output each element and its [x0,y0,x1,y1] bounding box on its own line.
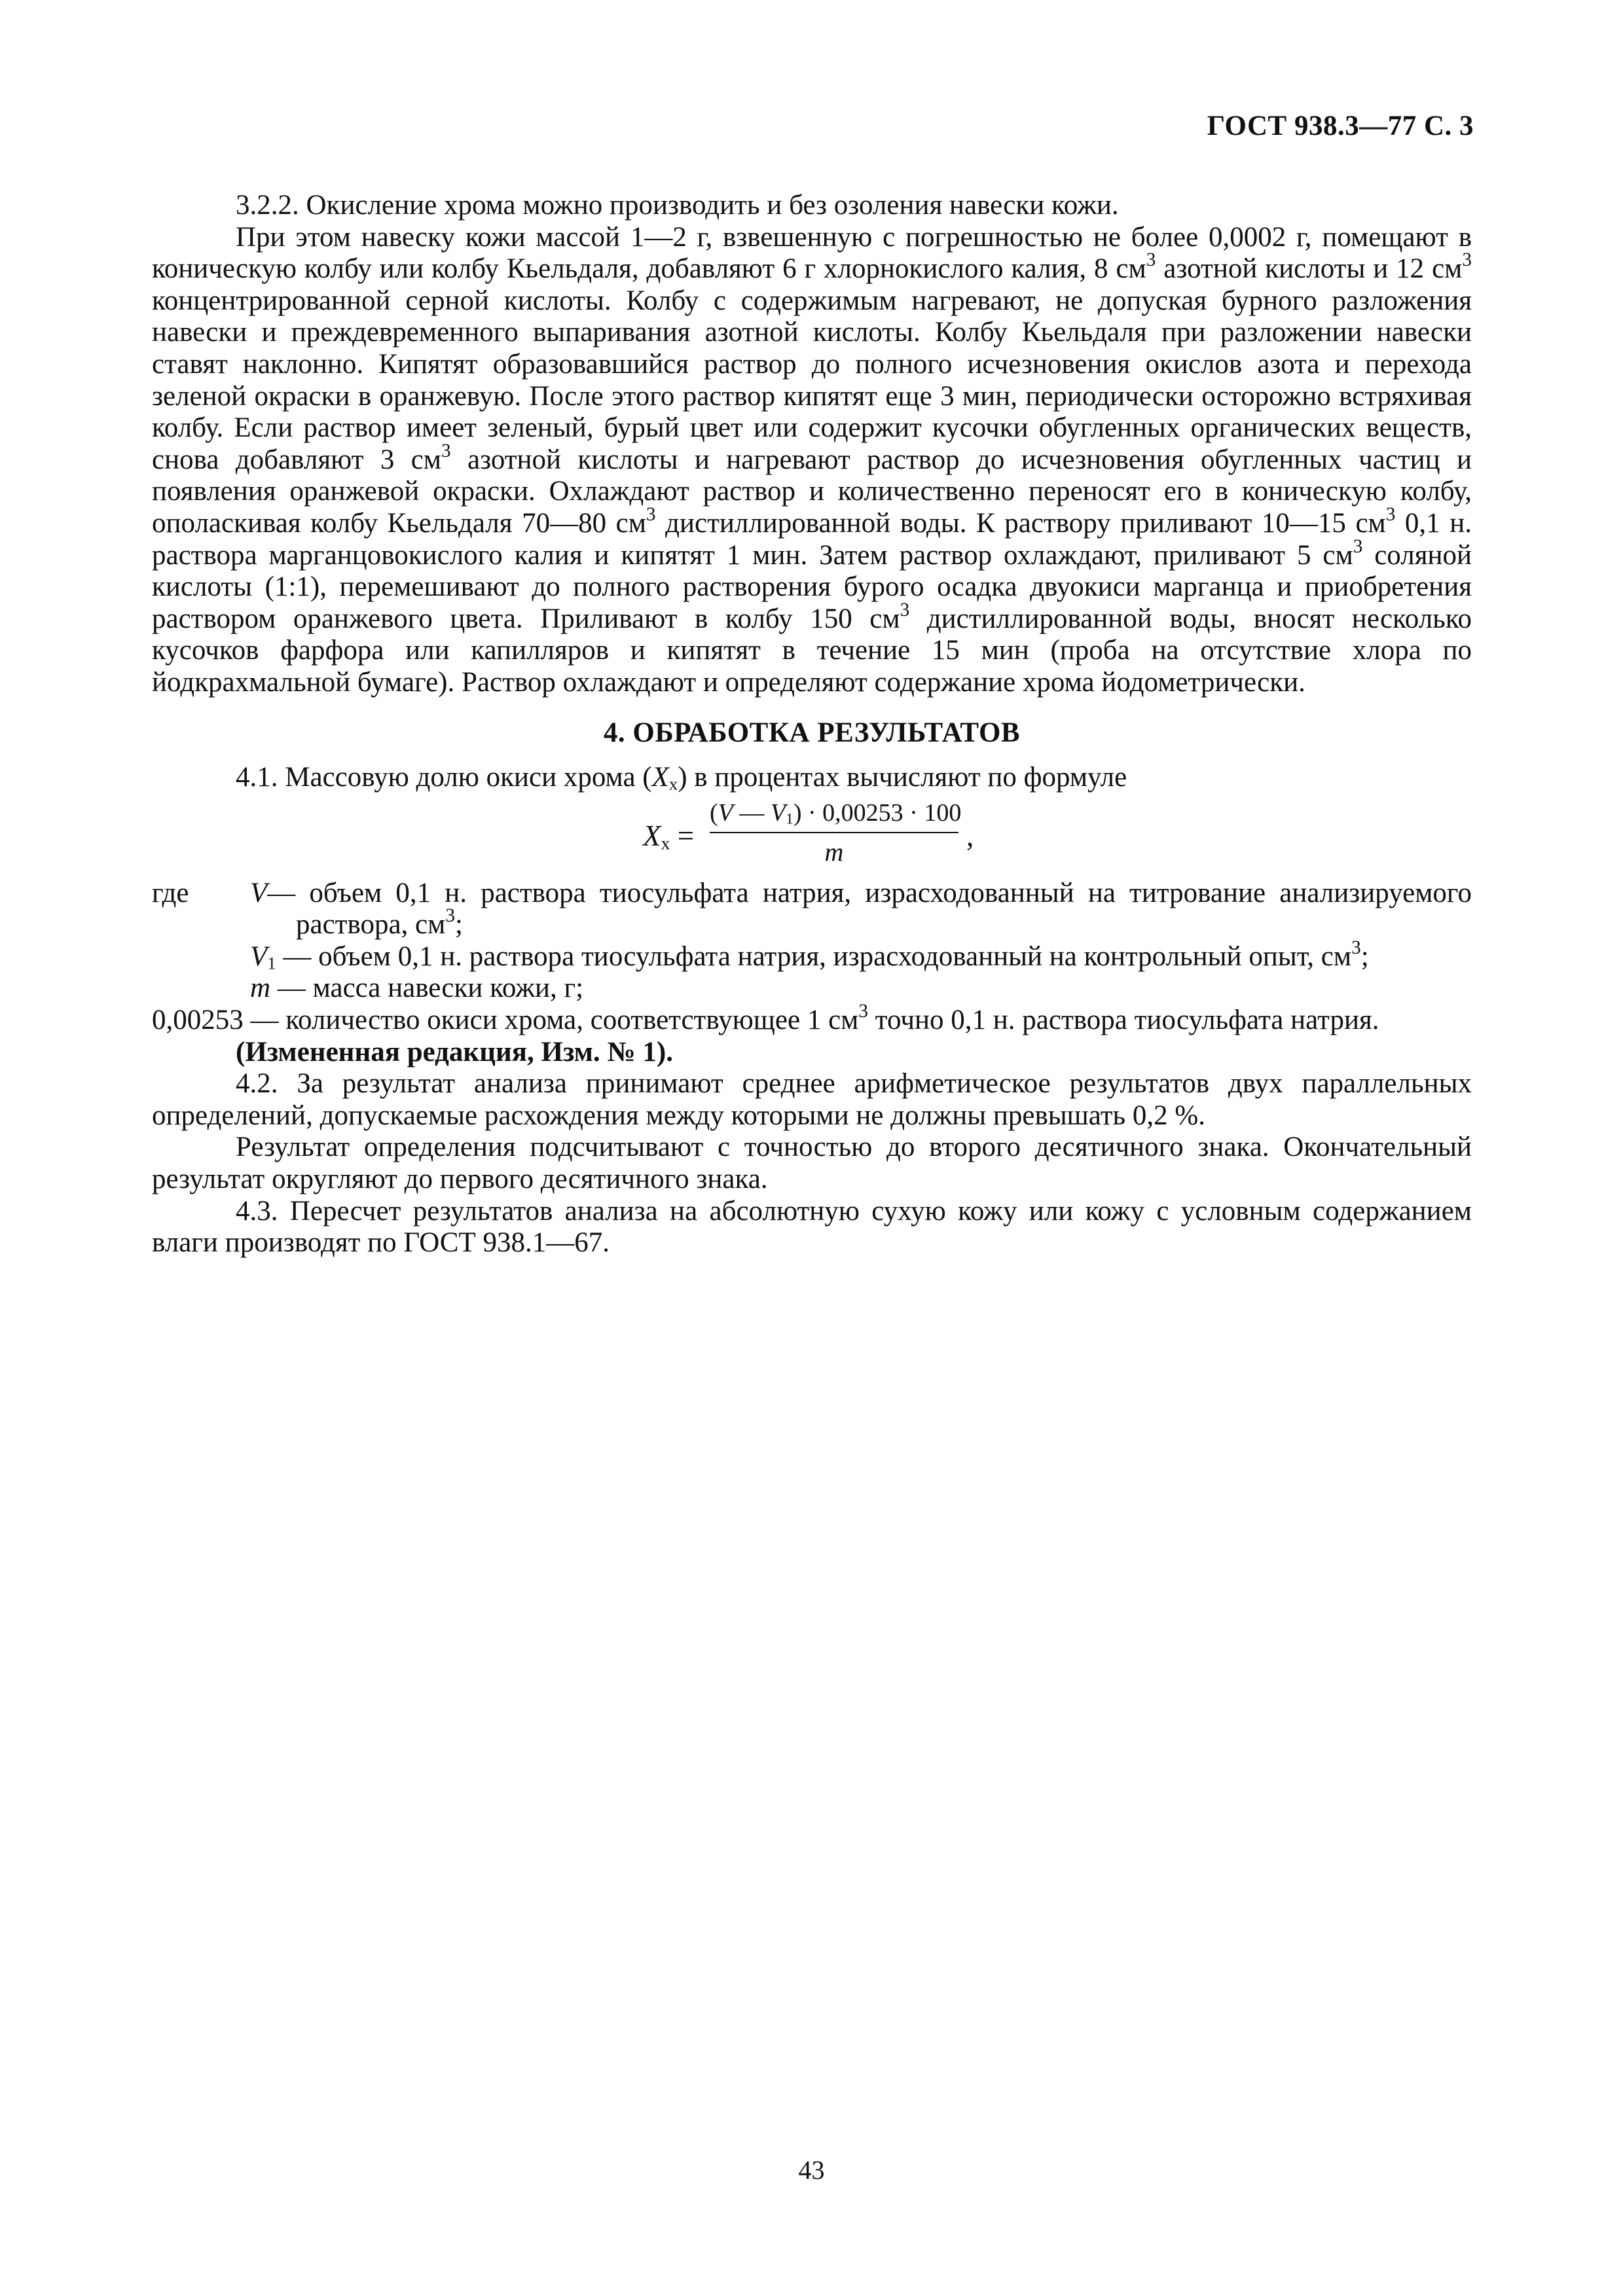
definition-constant: 0,00253 — количество окиси хрома, соответствующее 1 $см^3$ точно 0,1 н. раствора тиосульфата натрия. [152,1000,1379,1036]
formula-trailing-comma: , [966,819,974,852]
formula-fraction [710,797,962,867]
paragraph-procedure: При этом навеску кожи массой 1—2 г, взвешенную с погрешностью не более 0,0002 г, помещают в коническую колбу или колбу Кьельдаля, добавляют 6 г хлорнокислого калия, 8 $см^3$ азотной кислоты и 12 $см^3$ концентрированной серной кислоты. Колбу с содержимым нагревают, не допуская бурного разложения навески и преждевременного выпаривания азотной кислоты. Колбу Кьельдаля при разложении навески ставят наклонно. Кипятят образовавшийся раствор до полного исчезновения окислов азота и перехода зеленой окраски в оранжевую. После этого раствор кипятят еще 3 мин, периодически осторожно встряхивая колбу. Если раствор имеет зеленый, бурый цвет или содержит кусочки обугленных органических веществ, снова добавляют 3 $см^3$ азотной кислоты и нагревают раствор до исчезновения обугленных частиц и появления оранжевой окраски. Охлаждают раствор и количественно переносят его в коническую колбу, ополаскивая колбу Кьельдаля 70—80 $см^3$ дистиллированной воды. К раствору приливают 10—15 $см^3$ 0,1 н. раствора марганцовокислого калия и кипятят 1 мин. Затем раствор охлаждают, приливают 5 $см^3$ соляной кислоты (1:1), перемешивают до полного растворения бурого осадка двуокиси марганца и приобретения раствором оранжевого цвета. Приливают в колбу 150 $см^3$ дистиллированной воды, вносят несколько кусочков фарфора или капилляров и кипятят в течение 15 мин (проба на отсутствие хлора по йодкрахмальной бумаге). Раствор охлаждают и определяют содержание хрома йодометрически. [152,221,1472,698]
paragraph-4-2-rounding: Результат определения подсчитывают с точностью до второго десятичного знака. Окончательный результат округляют до первого десятичного знака. [152,1132,1472,1195]
paragraph-4-2: 4.2. За результат анализа принимают среднее арифметическое результатов двух параллельных определений, допускаемые расхождения между которыми не должны превышать 0,2 %. [152,1068,1472,1131]
variable-definitions [152,878,1472,1037]
amendment-note: (Измененная редакция, Изм. № 1). [236,1036,673,1067]
page-body [152,190,1472,1259]
formula-chromium-oxide [152,797,1472,874]
page-number: 43 [798,2155,825,2185]
paragraph-4-3: 4.3. Пересчет результатов анализа на абсолютную сухую кожу или кожу с условным содержанием влаги производят по ГОСТ 938.1—67. [152,1195,1472,1259]
formula-numerator: (V — $V_1) \cdot 0,00253 \cdot 100$ [710,798,962,828]
paragraph-3-2-2: 3.2.2. Окисление хрома можно производить и без озоления навески кожи. [236,190,1119,221]
section-title-results: 4. ОБРАБОТКА РЕЗУЛЬТАТОВ [603,717,1021,748]
fraction-bar [710,832,958,833]
definition-v: V— объем 0,1 н. раствора тиосульфата натрия, израсходованный на титрование анализируемого раствора, $см^3$; [250,877,1472,941]
formula-denominator: m [824,836,844,867]
definition-m: m — масса навески кожи, г; [250,973,584,1004]
paragraph-4-1: 4.1. Массовую долю окиси хрома $(X_х)$ в процентах вычисляют по формуле [236,762,1127,794]
formula-lhs: $X_х$ = [643,819,695,854]
where-label: где [152,877,189,908]
running-header: ГОСТ 938.3—77 С. 3 [1207,111,1474,141]
definition-v1: $V_1$ — объем 0,1 н. раствора тиосульфата натрия, израсходованный на контрольный опыт, $см^3$; [250,937,1369,973]
